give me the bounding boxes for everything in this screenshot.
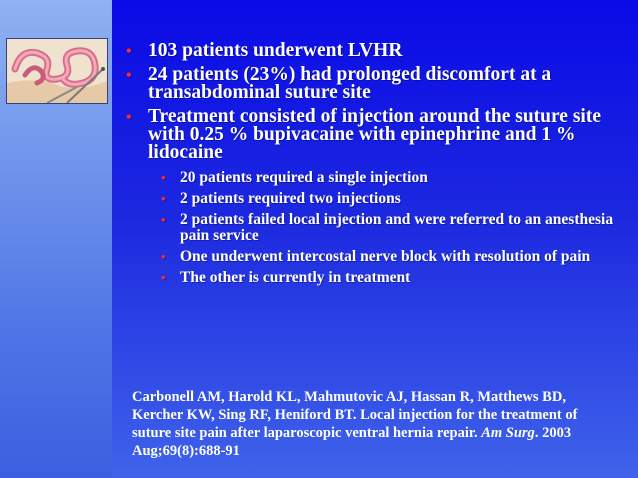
bullet-text: Treatment consisted of injection around the suture site with 0.25 % bupivacaine with epinephrine and 1 % lidocaine	[148, 106, 601, 163]
sub-bullet-item	[148, 212, 620, 244]
bullet-marker: •	[126, 109, 132, 126]
bullet-item	[120, 42, 620, 60]
bullet-text: 103 patients underwent LVHR	[148, 40, 403, 61]
bullet-text: 24 patients (23%) had prolonged discomfort at a transabdominal suture site	[148, 64, 552, 103]
bullet-item	[120, 66, 620, 102]
sub-bullet-text: 2 patients required two injections	[180, 190, 401, 207]
sub-bullet-text: One underwent intercostal nerve block with resolution of pain	[180, 248, 591, 265]
citation-details: . 2003 Aug;69(8):688-91	[132, 425, 572, 459]
sub-bullet-text: 2 patients failed local injection and were referred to an anesthesia pain service	[180, 211, 614, 244]
bullet-marker: •	[126, 67, 132, 84]
sub-bullet-marker: •	[161, 249, 166, 264]
sub-bullet-item	[148, 270, 620, 286]
bullet-list	[120, 42, 620, 292]
sub-bullet-item	[148, 249, 620, 265]
bullet-marker: •	[126, 43, 132, 60]
sub-bullet-item	[148, 170, 620, 186]
intestine-illustration-icon	[7, 39, 107, 103]
citation-journal: Am Surg	[481, 425, 535, 441]
laparoscopic-hernia-illustration	[6, 38, 108, 104]
sub-bullet-list	[148, 170, 620, 286]
sub-bullet-marker: •	[161, 270, 166, 285]
sub-bullet-text: The other is currently in treatment	[180, 269, 411, 286]
sub-bullet-item	[148, 191, 620, 207]
bullet-item	[120, 108, 620, 286]
sub-bullet-text: 20 patients required a single injection	[180, 169, 428, 186]
sub-bullet-marker: •	[161, 212, 166, 227]
sub-bullet-marker: •	[161, 191, 166, 206]
citation-authors-title: Carbonell AM, Harold KL, Mahmutovic AJ, Hassan R, Matthews BD, Kercher KW, Sing RF, Heniford BT. Local injection for the treatment of suture site pain after laparoscopic ventral hernia repair.	[132, 389, 578, 441]
citation	[132, 388, 602, 460]
sub-bullet-marker: •	[161, 170, 166, 185]
